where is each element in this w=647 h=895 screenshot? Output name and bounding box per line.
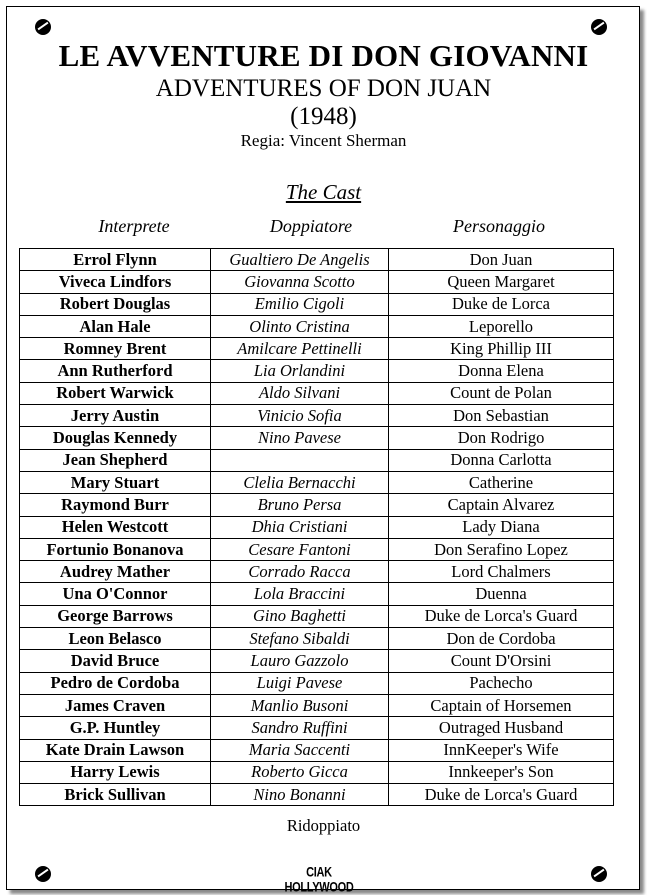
actor-cell: Fortunio Bonanova	[20, 538, 211, 560]
dubber-cell: Clelia Bernacchi	[211, 471, 389, 493]
dubber-cell: Bruno Persa	[211, 494, 389, 516]
dubber-cell: Giovanna Scotto	[211, 271, 389, 293]
role-cell: Don Rodrigo	[389, 427, 614, 449]
dubber-cell	[211, 449, 389, 471]
dubber-cell: Lola Braccini	[211, 583, 389, 605]
dubber-cell: Stefano Sibaldi	[211, 628, 389, 650]
dubber-cell: Gino Baghetti	[211, 605, 389, 627]
role-cell: Queen Margaret	[389, 271, 614, 293]
table-row	[20, 784, 614, 806]
table-row	[20, 471, 614, 493]
punch-hole-icon	[35, 866, 51, 882]
role-cell: Lord Chalmers	[389, 561, 614, 583]
punch-hole-icon	[591, 866, 607, 882]
actor-cell: Viveca Lindfors	[20, 271, 211, 293]
table-row	[20, 605, 614, 627]
section-title: The Cast	[285, 180, 362, 204]
role-cell: Don Sebastian	[389, 405, 614, 427]
role-cell: Donna Elena	[389, 360, 614, 382]
actor-cell: Audrey Mather	[20, 561, 211, 583]
actor-cell: Helen Westcott	[20, 516, 211, 538]
actor-cell: Kate Drain Lawson	[20, 739, 211, 761]
dubber-cell: Lia Orlandini	[211, 360, 389, 382]
column-header-role: Personaggio	[453, 216, 545, 236]
table-row	[20, 717, 614, 739]
role-cell: Leporello	[389, 315, 614, 337]
role-cell: Don de Cordoba	[389, 628, 614, 650]
actor-cell: Ann Rutherford	[20, 360, 211, 382]
actor-cell: Robert Douglas	[20, 293, 211, 315]
table-row	[20, 427, 614, 449]
table-row	[20, 249, 614, 271]
actor-cell: Brick Sullivan	[20, 784, 211, 806]
table-row	[20, 293, 614, 315]
dubber-cell: Emilio Cigoli	[211, 293, 389, 315]
dubber-cell: Luigi Pavese	[211, 672, 389, 694]
dubber-cell: Nino Pavese	[211, 427, 389, 449]
dubber-cell: Lauro Gazzolo	[211, 650, 389, 672]
role-cell: Duke de Lorca's Guard	[389, 784, 614, 806]
actor-cell: Jean Shepherd	[20, 449, 211, 471]
role-cell: Donna Carlotta	[389, 449, 614, 471]
table-row	[20, 271, 614, 293]
english-title: ADVENTURES OF DON JUAN	[155, 75, 492, 102]
column-header-actor: Interprete	[98, 216, 170, 236]
actor-cell: Alan Hale	[20, 315, 211, 337]
role-cell: Duke de Lorca's Guard	[389, 605, 614, 627]
table-row	[20, 561, 614, 583]
actor-cell: Leon Belasco	[20, 628, 211, 650]
dubber-cell: Aldo Silvani	[211, 382, 389, 404]
actor-cell: Romney Brent	[20, 338, 211, 360]
actor-cell: Douglas Kennedy	[20, 427, 211, 449]
dubber-cell: Vinicio Sofia	[211, 405, 389, 427]
role-cell: Lady Diana	[389, 516, 614, 538]
dubber-cell: Corrado Racca	[211, 561, 389, 583]
table-row	[20, 405, 614, 427]
column-header-dubber: Doppiatore	[269, 216, 353, 236]
dubber-cell: Dhia Cristiani	[211, 516, 389, 538]
role-cell: King Phillip III	[389, 338, 614, 360]
role-cell: InnKeeper's Wife	[389, 739, 614, 761]
dubber-cell: Cesare Fantoni	[211, 538, 389, 560]
role-cell: Duenna	[389, 583, 614, 605]
role-cell: Don Juan	[389, 249, 614, 271]
actor-cell: Mary Stuart	[20, 471, 211, 493]
dubber-cell: Sandro Ruffini	[211, 717, 389, 739]
role-cell: Innkeeper's Son	[389, 761, 614, 783]
actor-cell: Pedro de Cordoba	[20, 672, 211, 694]
table-row	[20, 583, 614, 605]
role-cell: Duke de Lorca	[389, 293, 614, 315]
role-cell: Count D'Orsini	[389, 650, 614, 672]
table-row	[20, 338, 614, 360]
actor-cell: Harry Lewis	[20, 761, 211, 783]
role-cell: Don Serafino Lopez	[389, 538, 614, 560]
redub-note: Ridoppiato	[286, 816, 361, 835]
actor-cell: David Bruce	[20, 650, 211, 672]
dubber-cell: Roberto Gicca	[211, 761, 389, 783]
table-row	[20, 672, 614, 694]
director-line: Regia: Vincent Sherman	[240, 131, 407, 150]
role-cell: Count de Polan	[389, 382, 614, 404]
actor-cell: Jerry Austin	[20, 405, 211, 427]
actor-cell: Errol Flynn	[20, 249, 211, 271]
role-cell: Captain of Horsemen	[389, 694, 614, 716]
dubber-cell: Gualtiero De Angelis	[211, 249, 389, 271]
table-row	[20, 315, 614, 337]
dubber-cell: Amilcare Pettinelli	[211, 338, 389, 360]
table-row	[20, 516, 614, 538]
table-row	[20, 382, 614, 404]
table-row	[20, 538, 614, 560]
role-cell: Catherine	[389, 471, 614, 493]
actor-cell: Robert Warwick	[20, 382, 211, 404]
table-row	[20, 494, 614, 516]
table-row	[20, 360, 614, 382]
table-row	[20, 761, 614, 783]
actor-cell: James Craven	[20, 694, 211, 716]
cast-table	[19, 248, 614, 806]
punch-hole-icon	[591, 19, 607, 35]
ciak-hollywood-logo: CIAK HOLLYWOOD	[284, 865, 354, 895]
actor-cell: G.P. Huntley	[20, 717, 211, 739]
dubber-cell: Manlio Busoni	[211, 694, 389, 716]
table-row	[20, 449, 614, 471]
role-cell: Pachecho	[389, 672, 614, 694]
dubber-cell: Maria Saccenti	[211, 739, 389, 761]
role-cell: Outraged Husband	[389, 717, 614, 739]
role-cell: Captain Alvarez	[389, 494, 614, 516]
actor-cell: Raymond Burr	[20, 494, 211, 516]
italian-title: LE AVVENTURE DI DON GIOVANNI	[58, 38, 589, 73]
table-row	[20, 694, 614, 716]
actor-cell: Una O'Connor	[20, 583, 211, 605]
dubber-cell: Olinto Cristina	[211, 315, 389, 337]
actor-cell: George Barrows	[20, 605, 211, 627]
table-row	[20, 650, 614, 672]
table-row	[20, 628, 614, 650]
punch-hole-icon	[35, 19, 51, 35]
dubber-cell: Nino Bonanni	[211, 784, 389, 806]
table-row	[20, 739, 614, 761]
release-year: (1948)	[290, 103, 357, 130]
